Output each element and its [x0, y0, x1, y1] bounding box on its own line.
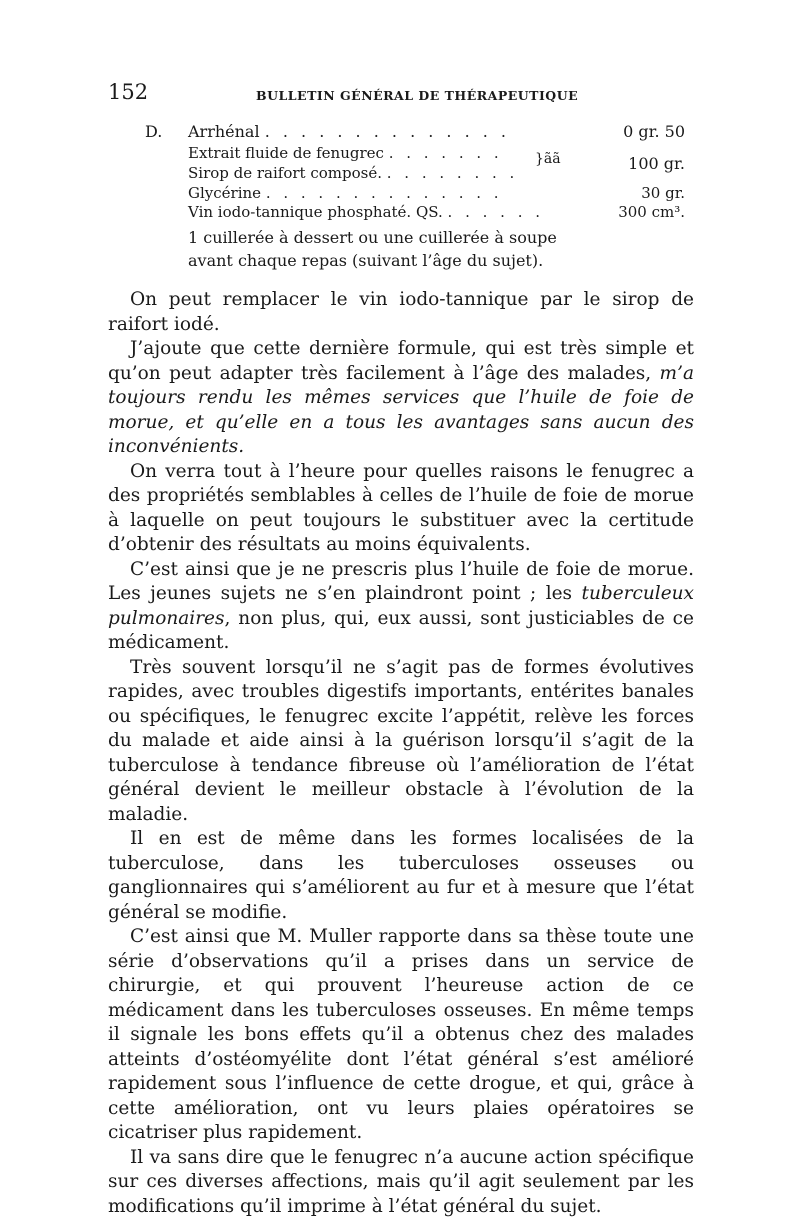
dosage-note-line: 1 cuillerée à dessert ou une cuillerée à soupe	[188, 228, 557, 247]
paragraph-text: , non plus, qui, eux aussi, sont justiciables de ce médicament.	[108, 607, 694, 653]
paragraph: Il va sans dire que le fenugrec n’a aucune action spécifique sur ces diverses affections, mais qu’il agit seulement par les modifications qu’il imprime à l’état général du sujet.	[108, 1146, 694, 1217]
formula-row	[145, 184, 685, 203]
emphasized-text: tuberculeux pulmonaires	[108, 583, 694, 629]
formula-block	[145, 122, 685, 272]
ingredient-quantity: 30 gr.	[641, 184, 685, 202]
leader-dots: . . . . . . .	[388, 144, 503, 162]
emphasized-text: m’a toujours rendu les mêmes services que l’huile de foie de morue, et qu’elle en a tous les avantages sans aucun des inconvénients.	[108, 362, 694, 457]
page-header	[108, 80, 708, 110]
dosage-note-line: avant chaque repas (suivant l’âge du sujet).	[188, 251, 544, 270]
ingredient-name: Vin iodo-tannique phosphaté. QS.	[188, 203, 443, 221]
formula-row	[145, 122, 685, 144]
paragraph: On peut remplacer le vin iodo-tannique par le sirop de raifort iodé.	[108, 289, 694, 335]
leader-dots: . . . . . . . . . . . . . .	[264, 122, 511, 141]
paragraph: On verra tout à l’heure pour quelles raisons le fenugrec a des propriétés semblables à celles de l’huile de foie de morue à laquelle on peut toujours le substituer avec la certitude d’obtenir des résultats au moins équivalents.	[108, 460, 694, 555]
formula-row	[145, 203, 685, 222]
formula-pair	[145, 144, 685, 184]
leader-dots: . . . . . . . . . . . . . .	[265, 184, 503, 202]
body-text	[108, 288, 694, 1219]
formula-label: D.	[145, 122, 163, 141]
ingredient-quantity: 300 cm³.	[618, 203, 685, 221]
page-number: 152	[108, 80, 149, 104]
paragraph	[108, 558, 694, 656]
leader-dots: . . . . . . . .	[386, 164, 519, 182]
aa-brace: }ãã	[535, 151, 561, 167]
paragraph: C’est ainsi que M. Muller rapporte dans sa thèse toute une série d’observations qu’il a prises dans un service de chirurgie, et qui prouvent l’heureuse action de ce médicament dans les tuberculoses osseuses. En même temps il signale les bons effets qu’il a obtenus chez des malades atteints d’ostéomyélite dont l’état général s’est amélioré rapidement sous l’influence de cette drogue, et qui, grâce à cette amélioration, ont vu leurs plaies opératoires se cicatriser plus rapidement.	[108, 926, 694, 1143]
ingredient-name: Sirop de raifort composé.	[188, 164, 382, 182]
ingredient-name: Extrait fluide de fenugrec	[188, 144, 384, 162]
ingredient-quantity: 0 gr. 50	[623, 122, 685, 141]
dosage-note	[188, 226, 685, 272]
ingredient-name: Glycérine	[188, 184, 262, 202]
formula-row	[145, 144, 685, 167]
formula-row	[145, 164, 685, 184]
aa-quantity: 100 gr.	[628, 154, 685, 173]
paragraph-text: J’ajoute que cette dernière formule, qui est très simple et qu’on peut adapter très facilement à l’âge des malades,	[108, 338, 694, 384]
paragraph: Il en est de même dans les formes localisées de la tuberculose, dans les tuberculoses osseuses ou ganglionnaires qui s’améliorent au fur et à mesure que l’état général se modifie.	[108, 828, 694, 923]
running-title: BULLETIN GÉNÉRAL DE THÉRAPEUTIQUE	[256, 88, 579, 103]
paragraph	[108, 337, 694, 460]
paragraph: Très souvent lorsqu’il ne s’agit pas de formes évolutives rapides, avec troubles digestifs importants, entérites banales ou spécifiques, le fenugrec excite l’appétit, relève les forces du malade et aide ainsi à la guérison lorsqu’il s’agit de la tuberculose à tendance fibreuse où l’amélioration de l’état général devient le meilleur obstacle à l’évolution de la maladie.	[108, 656, 694, 825]
ingredient-name: Arrhénal	[188, 122, 260, 141]
leader-dots: . . . . . .	[447, 203, 544, 221]
paragraph-text: C’est ainsi que je ne prescris plus l’huile de foie de morue. Les jeunes sujets ne s’en plaindront point ; les	[108, 558, 694, 604]
